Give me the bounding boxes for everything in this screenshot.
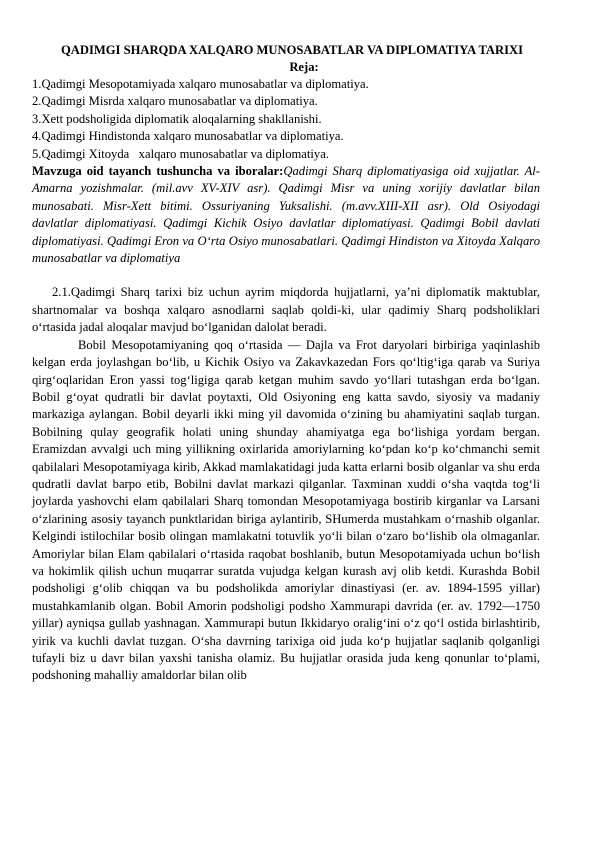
plan-heading: Reja:: [289, 60, 319, 74]
document-page: [32, 41, 540, 685]
keywords-label: Mavzuga oid tayanch tushuncha va iboralar:: [32, 164, 284, 179]
body-paragraph-2: Bobil Mesopotamiyaning qoq o‘rtasida — Dajla va Frot daryolari birbiriga yaqinlashib kelgan erda joylashgan bo‘lib, u Kichik Osiyo va Zakavkazedan Fors qo‘ltig‘iga qarab va Suriya qirg‘oqlaridan Eron yassi tog‘ligiga qarab ketgan muhim savdo yo‘llari tutashgan erda bo‘lgan. Bobil g‘oyat qudratli bir davlat poytaxti, Old Osiyoning eng katta savdo, siyosiy va madaniy markaziga aylangan. Bobil deyarli ikki ming yil davomida o‘zining bu ahamiyatini saqlab turgan. Bobilning qulay geografik holati uning shunday ahamiyatga ega bo‘lishiga yordam bergan. Eramizdan avvalgi uch ming yillikning oxirlarida amoriylarning ko‘pdan ko‘p ko‘chmanchi semit qabilalari Mesopotamiyaga kirib, Akkad mamlakatidagi juda katta erlarni bosib olganlar va shu erda qudratli davlat barpo etib, Bobilni davlat markazi qilganlar. Taxminan xuddi o‘sha vaqtda tog‘li joylarda yashovchi elam qabilalari Sharq tomondan Mesopotamiyaga bostirib kirganlar va Larsani o‘zlarining asosiy tayanch punktlaridan biriga aylantirib, SHumerda mustahkam o‘rnashib olganlar. Kelgindi istilochilar bosib olingan mamlakatni totuvlik yo‘li bilan o‘zaro bo‘lishib ola olmaganlar. Amoriylar bilan Elam qabilalari o‘rtasida raqobat boshlanib, butun Mesopotamiyada uchun bo‘lish va hokimlik qilish uchun muqarrar suratda vujudga kelgan kurash avj olib ketdi. Kurashda Bobil podsholigi g‘olib chiqqan va bu podsholikda amoriylar dinastiyasi (er. av. 1894-1595 yillar) mustahkamlanib olgan. Bobil Amorin podsholigi podsho Xammurapi davrida (er. av. 1792—1750 yillar) ayniqsa gullab yashnagan. Xammurapi butun Ikkidaryo oralig‘ini o‘z qo‘l ostida birlashtirib, yirik va kuchli davlat tuzgan. O‘sha davrning tarixiga oid juda ko‘p hujjatlar saqlanib qolganligi tufayli biz u davr bilan yaxshi tanisha olamiz. Bu hujjatlar orasida juda keng qonunlar to‘plami, podshoning mahalliy amaldorlar bilan olib: [32, 337, 540, 683]
blank-line: [32, 267, 540, 284]
plan-item: 1.Qadimgi Mesopotamiyada xalqaro munosabatlar va diplomatiya.: [32, 77, 369, 91]
keywords-paragraph: [32, 163, 540, 267]
plan-item: 3.Xett podsholigida diplomatik aloqalarning shakllanishi.: [32, 111, 322, 126]
keywords-text: Qadimgi Sharq diplomatiyasiga oid xujjatlar. Al-Amarna yozishmalar. (mil.avv XV-XIV asr). Qadimgi Misr va uning xorijiy davlatlar bilan munosabati. Misr-Xett bitimi. Ossuriyaning Yuksalishi. (m.avv.XIII-XII asr). Old Osiyodagi davlatlar diplomatiyasi. Qadimgi Kichik Osiyo davlatlar diplomatiyasi. Qadimgi Bobil davlati diplomatiyasi. Qadimgi Eron va O‘rta Osiyo munosabatlari. Qadimgi Hindiston va Xitoyda Xalqaro munosabatlar va diplomatiya: [32, 164, 540, 266]
plan-item: 5.Qadimgi Xitoyda xalqaro munosabatlar va diplomatiya.: [32, 146, 329, 161]
plan-item: 2.Qadimgi Misrda xalqaro munosabatlar va diplomatiya.: [32, 94, 318, 109]
plan-item: 4.Qadimgi Hindistonda xalqaro munosabatlar va diplomatiya.: [32, 129, 344, 144]
plan-list: [32, 76, 540, 163]
document-title: QADIMGI SHARQDA XALQARO MUNOSABATLAR VA DIPLOMATIYA TARIXI: [60, 43, 524, 57]
body-paragraph-1: 2.1.Qadimgi Sharq tarixi biz uchun ayrim miqdorda hujjatlarni, ya’ni diplomatik maktublar, shartnomalar va boshqa xalqaro asnodlarni saqlab qoldi-ki, ular qadimiy Sharq podsholiklari o‘rtasida jadal aloqalar mavjud bo‘lganidan dalolat beradi.: [32, 285, 540, 335]
